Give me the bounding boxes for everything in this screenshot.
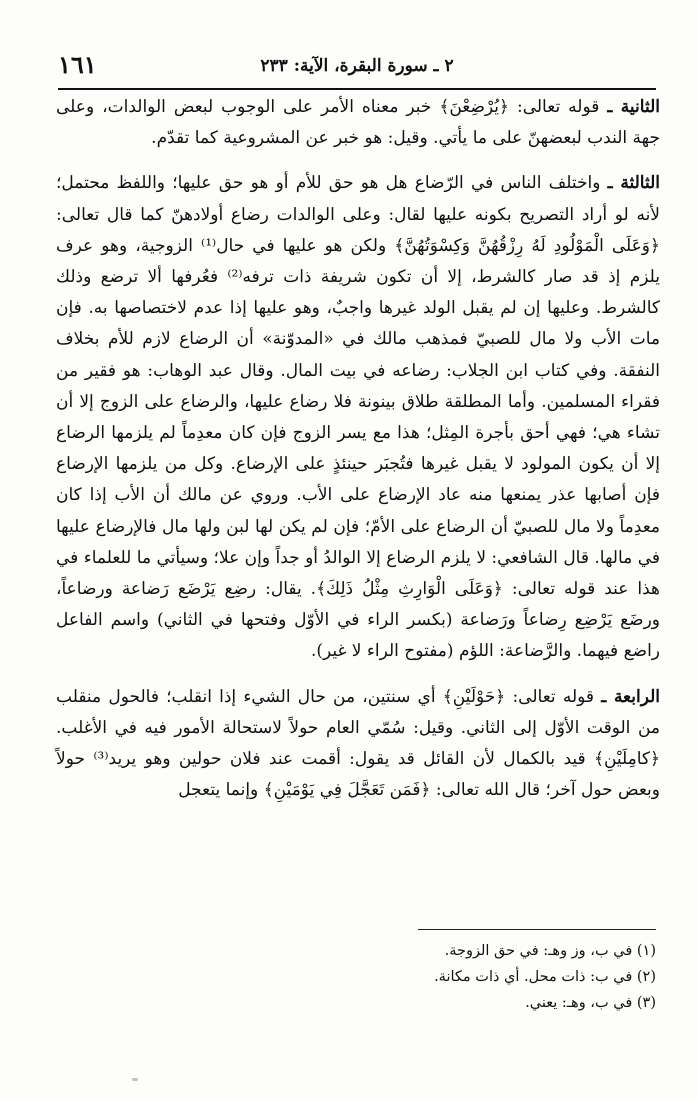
paragraph-text: واختلف الناس في الرّضاع هل هو حق للأم أو هو حق عليها؛ واللفظ محتمل؛ لأنه لو أراد التصريح بكونه عليها لقال: وعلى الوالدات رضاع أولادهنّ كما قال تعالى: ﴿وَعَلَى الْمَوْلُودِ لَهُ رِزْقُهُنَّ وَكِسْوَتُهُنَّ﴾ ولكن هو عليها في حال⁽¹⁾ الزوجية، وهو عرف يلزم إذ قد صار كالشرط، إلا أن تكون شريفة ذات ترفه⁽²⁾ فعُرفها ألا ترضع وذلك كالشرط. وعليها إن لم يقبل الولد غيرها واجبٌ، وهو عليها إذا عدم لاختصاصها به. فإن مات الأب ولا مال للصبيّ فمذهب مالك في «المدوّنة» أن الرضاع لازم للأم بخلاف النفقة. وفي كتاب ابن الجلاب: رضاعه في بيت المال. وقال عبد الوهاب: هو فقير من فقراء المسلمين. وأما المطلقة طلاق بينونة فلا رضاع عليها، والرضاع على الزوج إلا أن تشاء هي؛ فهي أحق بأجرة المِثل؛ هذا مع يسر الزوج فإن كان معدِماً لم يلزمها الرضاع إلا أن يكون المولود لا يقبل غيرها فتُجبَر حينئذٍ على الإرضاع. وكل من يلزمها الإرضاع فإن أصابها عذر يمنعها منه عاد الإرضاع على الأب. وروي عن مالك أن الأب إذا كان معدِماً ولا مال للصبيّ أن الرضاع على الأمّ؛ فإن لم يكن لها لبن ولها مال فالإرضاع عليها في مالها. قال الشافعي: لا يلزم الرضاع إلا الوالدُ أو جداً وإن علا؛ وسيأتي ما للعلماء في هذا عند قوله تعالى: ﴿وَعَلَى الْوَارِثِ مِثْلُ ذَلِكَ﴾. يقال: رضِع يَرْضَع رَضاعة ورضاعاً، ورضَع يَرْضِع رِضاعاً ورَضاعة (بكسر الراء في الأوّل وفتحها في الثاني) واسم الفاعل راضع فيهما. والرَّضاعة: اللؤم (مفتوح الراء لا غير). xyxy=(56,173,660,662)
header-divider xyxy=(58,88,656,90)
surah-verse-title: ٢ ـ سورة البقرة، الآية: ٢٣٣ xyxy=(260,56,454,76)
paragraph-fourth xyxy=(56,682,660,807)
paragraph-text: قوله تعالى: ﴿يُرْضِعْنَ﴾ خبر معناه الأمر على الوجوب لبعض الوالدات، وعلى جهة الندب لبعضهنّ على ما يأتي. وقيل: هو خبر عن المشروعية كما تقدّم. xyxy=(56,97,660,149)
page-number: ١٦١ xyxy=(58,50,97,79)
footnote-1: (١) في ب، وز وهـ: في حق الزوجة. xyxy=(444,943,656,959)
paragraph-heading: الثالثة ـ xyxy=(607,173,660,194)
paragraph-third xyxy=(56,168,660,667)
paragraph-text: قوله تعالى: ﴿حَوْلَيْنِ﴾ أي سنتين، من حال الشيء إذا انقلب؛ فالحول منقلب من الوقت الأوّل إلى الثاني. وقيل: سُمّي العام حولاً لاستحالة الأمور فيه في الأغلب. ﴿كامِلَيْنِ﴾ قيد بالكمال لأن القائل قد يقول: أقمت عند فلان حولين وهو يريد⁽³⁾ حولاً وبعض حول آخر؛ قال الله تعالى: ﴿فَمَن تَعَجَّلَ فِي يَوْمَيْنِ﴾ وإنما يتعجل xyxy=(56,686,660,801)
footnotes xyxy=(200,938,656,1016)
footnote-2: (٢) في ب: ذات محل. أي ذات مكانة. xyxy=(434,969,656,985)
paragraph-heading: الرابعة ـ xyxy=(601,686,661,707)
main-text xyxy=(56,92,660,820)
footnote-divider xyxy=(418,929,656,930)
running-header xyxy=(58,50,656,90)
paragraph-heading: الثانية ـ xyxy=(607,97,660,117)
scan-mark xyxy=(132,1078,138,1081)
paragraph-second xyxy=(56,92,660,154)
footnote-3: (٣) في ب، وهـ: يعني. xyxy=(525,995,656,1011)
